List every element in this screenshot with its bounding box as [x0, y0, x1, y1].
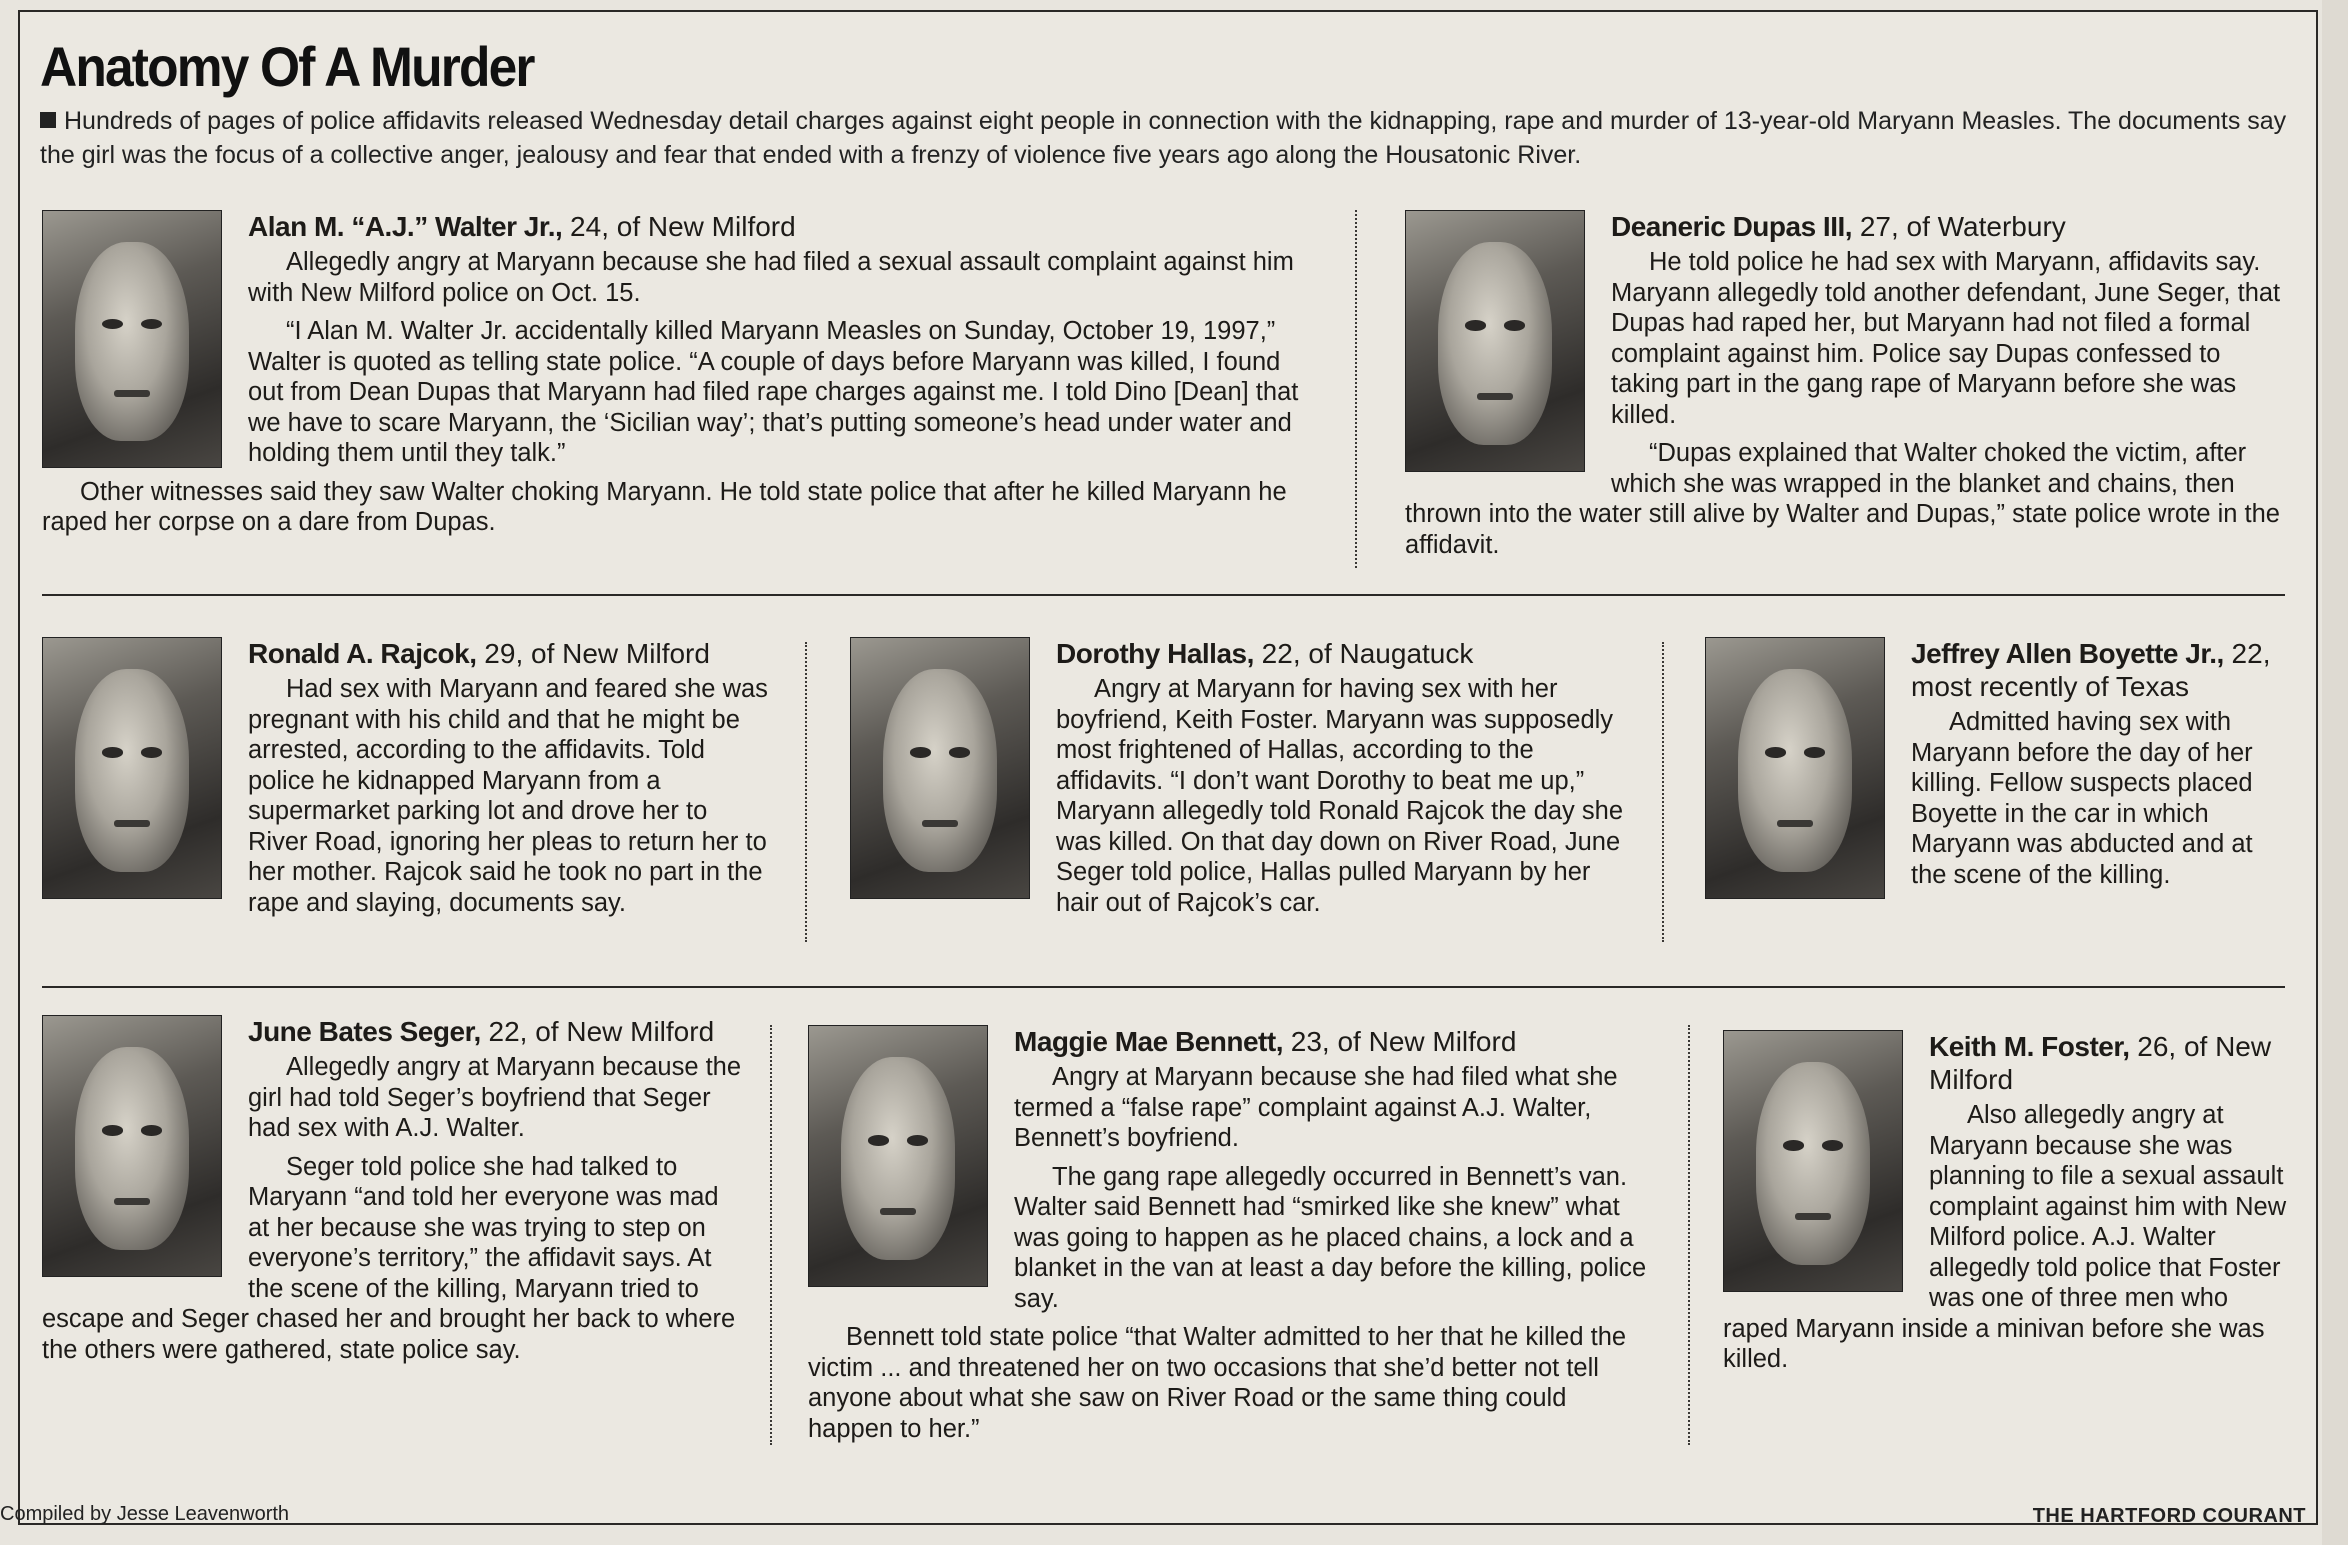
row-divider: [42, 594, 2285, 596]
photo-foster: [1723, 1030, 1903, 1292]
column-divider: [1662, 642, 1664, 942]
photo-seger: [42, 1015, 222, 1277]
entry-seger: [42, 1015, 742, 1373]
entry-name: Dorothy Hallas,: [1056, 638, 1254, 669]
entry-detail: 29, of New Milford: [476, 638, 710, 669]
entry-rajcok: [42, 637, 772, 926]
entry-paragraph: Bennett told state police “that Walter admitted to her that he killed the victim ... and threatened her on two occasions that she’d better not tell anyone about what she saw on River Road or the same thing could happen to her.”: [808, 1323, 1627, 1443]
photo-dupas: [1405, 210, 1585, 472]
photo-rajcok: [42, 637, 222, 899]
entry-bennett: [808, 1025, 1658, 1452]
entry-paragraph: Also allegedly angry at Maryann because she was planning to file a sexual assault complaint against him with New Milford police. A.J. Walter allegedly told police that Foster was one of three men who raped Maryann inside a minivan before she was killed.: [1723, 1101, 2287, 1373]
entry-name: Maggie Mae Bennett,: [1014, 1026, 1283, 1057]
entry-detail: 24, of New Milford: [562, 211, 796, 242]
entry-paragraph: Allegedly angry at Maryann because she had filed a sexual assault complaint against him with New Milford police on Oct. 15.: [248, 248, 1294, 307]
credit-line: Compiled by Jesse Leavenworth: [0, 1503, 290, 1525]
entry-hallas: [850, 637, 1625, 926]
entry-paragraph: Allegedly angry at Maryann because the girl had told Seger’s boyfriend that Seger had sex with A.J. Walter.: [248, 1053, 742, 1142]
intro-text: Hundreds of pages of police affidavits released Wednesday detail charges against eight people in connection with the kidnapping, rape and murder of 13-year-old Maryann Measles. The documents say the girl was the focus of a collective anger, jealousy and fear that ended with a frenzy of violence five years ago along the Housatonic River.: [40, 107, 2287, 169]
entry-paragraph: Admitted having sex with Maryann before the day of her killing. Fellow suspects placed Boyette in the car in which Maryann was abducted and at the scene of the killing.: [1911, 708, 2253, 889]
photo-walter: [42, 210, 222, 468]
entry-detail: 27, of Waterbury: [1852, 211, 2066, 242]
entry-detail: 26, of New Milford: [1929, 1031, 2272, 1095]
photo-hallas: [850, 637, 1030, 899]
column-divider: [1688, 1025, 1690, 1445]
entry-name: Keith M. Foster,: [1929, 1031, 2130, 1062]
column-divider: [805, 642, 807, 942]
photo-boyette: [1705, 637, 1885, 899]
entry-name: June Bates Seger,: [248, 1016, 481, 1047]
photo-bennett: [808, 1025, 988, 1287]
entry-walter: [42, 210, 1307, 546]
row-divider: [42, 986, 2285, 988]
entry-paragraph: Had sex with Maryann and feared she was pregnant with his child and that he might be arrested, according to the affidavits. Told police he kidnapped Maryann from a supermarket parking lot and drove her to River Road, ignoring her pleas to return her to her mother. Rajcok said he took no part in the rape and slaying, documents say.: [248, 675, 768, 917]
entry-name: Ronald A. Rajcok,: [248, 638, 477, 669]
entry-boyette: [1705, 637, 2290, 905]
entry-paragraph: Angry at Maryann for having sex with her boyfriend, Keith Foster. Maryann was supposedly most frightened of Hallas, according to the affidavits. “I don’t want Dorothy to beat me up,” Maryann allegedly told Ronald Rajcok the day she was killed. On that day down on River Road, June Seger told police, Hallas pulled Maryann by her hair out of Rajcok’s car.: [1056, 675, 1624, 917]
column-divider: [1355, 210, 1357, 568]
entry-paragraph: Angry at Maryann because she had filed what she termed a “false rape” complaint against A.J. Walter, Bennett’s boyfriend.: [1014, 1063, 1618, 1152]
source-line: THE HARTFORD COURANT: [2032, 1505, 2306, 1527]
intro-paragraph: [40, 104, 2290, 172]
entry-detail: 22, most recently of Texas: [1911, 638, 2271, 702]
entry-name: Alan M. “A.J.” Walter Jr.,: [248, 211, 563, 242]
entry-foster: [1723, 1030, 2288, 1383]
column-divider: [770, 1025, 772, 1445]
bullet-square-icon: [40, 112, 56, 128]
entry-name: Jeffrey Allen Boyette Jr.,: [1911, 638, 2224, 669]
headline: Anatomy Of A Murder: [40, 35, 534, 98]
entry-paragraph: “Dupas explained that Walter choked the victim, after which she was wrapped in the blanket and chains, then thrown into the water still alive by Walter and Dupas,” state police wrote in the affidavit.: [1405, 439, 2280, 559]
entry-paragraph: The gang rape allegedly occurred in Bennett’s van. Walter said Bennett had “smirked like she knew” what was going to happen as he placed chains, a lock and a blanket in the van at least a day before the killing, police say.: [1014, 1162, 1647, 1313]
entry-dupas: [1405, 210, 2285, 568]
entry-paragraph: Other witnesses said they saw Walter choking Maryann. He told state police that after he killed Maryann he raped her corpse on a dare from Dupas.: [42, 477, 1287, 536]
page-edge: [2322, 0, 2348, 1545]
entry-paragraph: “I Alan M. Walter Jr. accidentally killed Maryann Measles on Sunday, October 19, 1997,” Walter is quoted as telling state police. “A couple of days before Maryann was killed, I found out from Dean Dupas that Maryann had filed rape charges against me. I told Dino [Dean] that we have to scare Maryann, the ‘Sicilian way’; that’s putting someone’s head under water and holding them until they talk.”: [248, 317, 1299, 467]
entry-detail: 22, of Naugatuck: [1253, 638, 1474, 669]
entry-name: Deaneric Dupas III,: [1611, 211, 1853, 242]
entry-paragraph: Seger told police she had talked to Maryann “and told her everyone was mad at her because she was trying to step on everyone’s territory,” the affidavit says. At the scene of the killing, Maryann tried to escape and Seger chased her and brought her back to where the others were gathered, state police say.: [42, 1152, 736, 1364]
entry-paragraph: He told police he had sex with Maryann, affidavits say. Maryann allegedly told another defendant, June Seger, that Dupas had raped her, but Maryann had not filed a formal complaint against him. Police say Dupas confessed to taking part in the gang rape of Maryann before she was killed.: [1611, 248, 2281, 429]
entry-detail: 22, of New Milford: [480, 1016, 715, 1047]
entry-detail: 23, of New Milford: [1282, 1026, 1517, 1057]
